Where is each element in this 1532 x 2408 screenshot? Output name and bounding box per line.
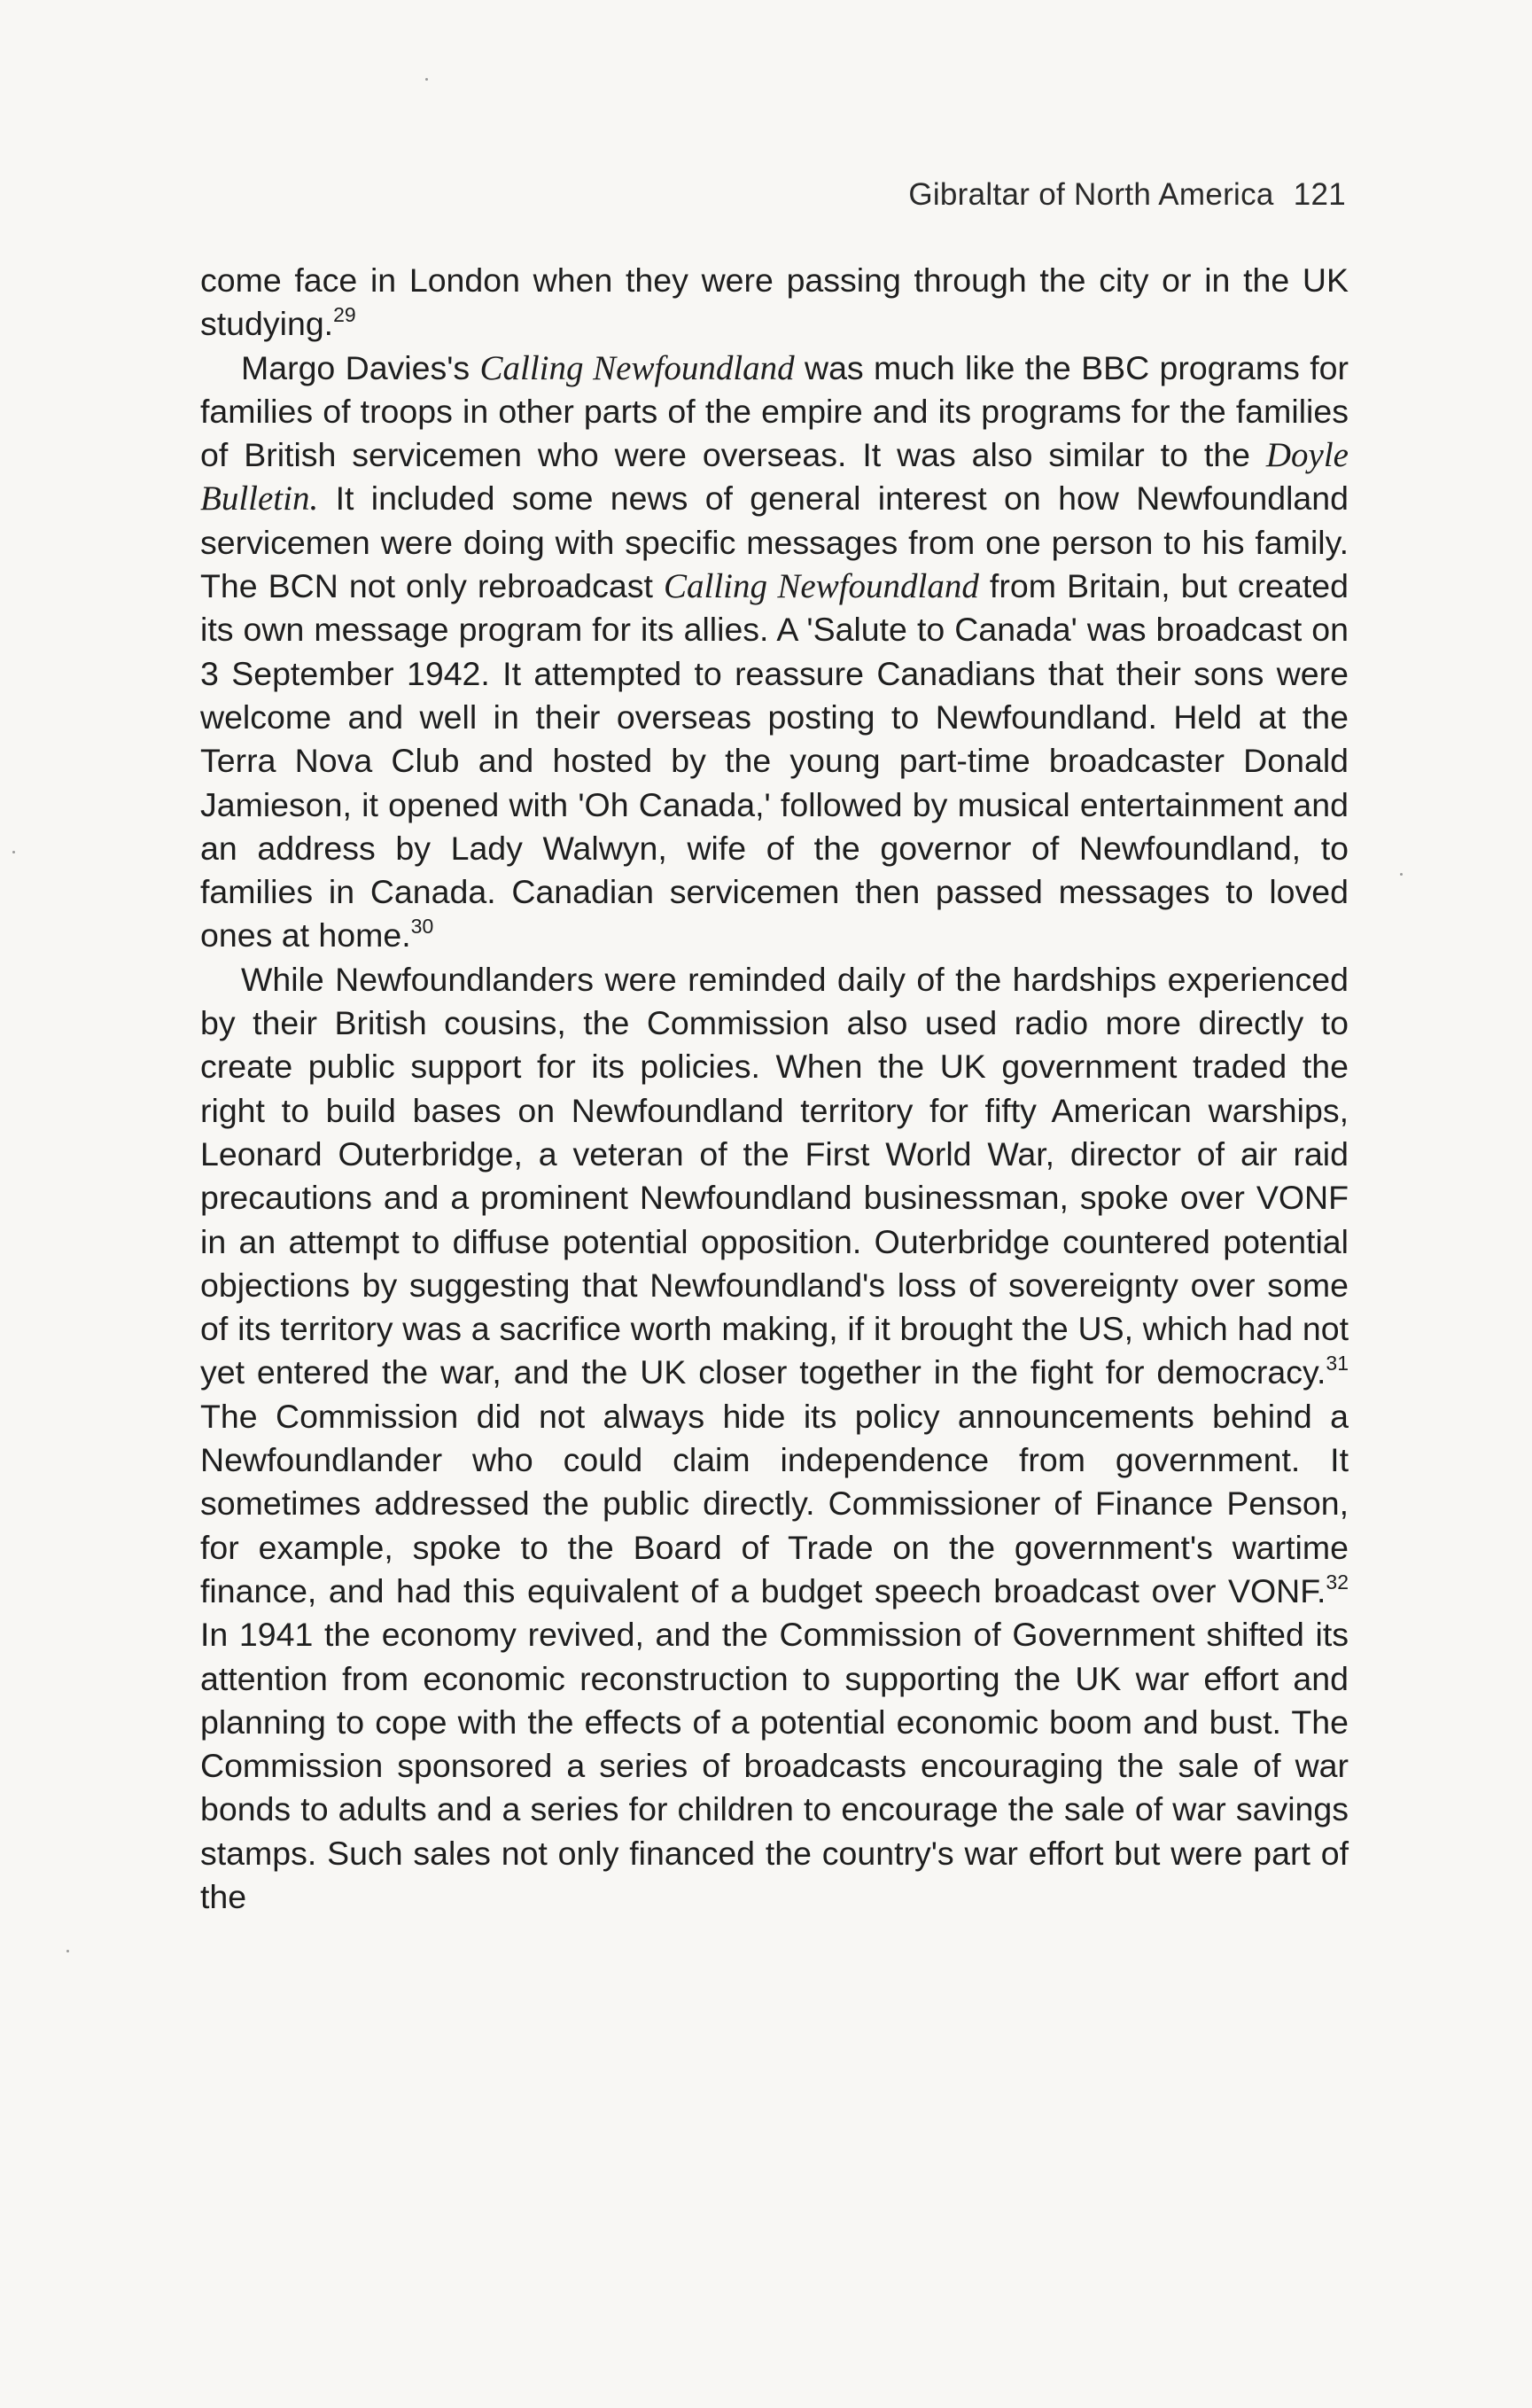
scan-speck xyxy=(425,78,428,81)
paragraph-2-text-2: was much like the BBC programs for families of troops in other parts of the empire and its programs for the families of British servicemen who were overseas. It was also similar to the xyxy=(200,348,1349,474)
paragraph-3-text-3: In 1941 the economy revived, and the Commission of Government shifted its attention from economic reconstruction to supporting the UK war effort and planning to cope with the effects of a potential economic boom and bust. The Commission sponsored a series of broadcasts encouraging the sale of war bonds to adults and a series for children to encourage the sale of war savings stamps. Such sales not only financed the country's war effort but were part of the xyxy=(200,1616,1349,1915)
paragraph-2-text-4: from Britain, but created its own message program for its allies. A 'Salute to Canada' was broadcast on 3 September 1942. It attempted to reassure Canadians that their sons were welcome and well in their overseas posting to Newfoundland. Held at the Terra Nova Club and hosted by the young part-time broadcaster Donald Jamieson, it opened with 'Oh Canada,' followed by musical entertainment and an address by Lady Walwyn, wife of the governor of Newfoundland, to families in Canada. Canadian servicemen then passed messages to loved ones at home. xyxy=(200,567,1349,955)
running-head xyxy=(908,177,1346,213)
paragraph-2-text-1: Margo Davies's xyxy=(241,348,480,386)
paragraph-3 xyxy=(200,958,1349,1920)
page-number: 121 xyxy=(1293,177,1346,212)
body-text xyxy=(200,259,1349,1919)
paragraph-2 xyxy=(200,347,1349,958)
paragraph-2-text-3: It included some news of general interest on how Newfoundland servicemen were doing with specific messages from one person to his family. The BCN not only rebroadcast xyxy=(200,479,1349,605)
scan-speck xyxy=(12,851,15,853)
running-head-title: Gibraltar of North America xyxy=(908,177,1274,212)
scan-speck xyxy=(1400,873,1403,876)
paragraph-1 xyxy=(200,259,1349,347)
paragraph-3-text-2: The Commission did not always hide its policy announcements behind a Newfoundlander who could claim independence from government. It sometimes addressed the public directly. Commissioner of Finance Penson, for example, spoke to the Board of Trade on the government's wartime finance, and had this equivalent of a budget speech broadcast over VONF. xyxy=(200,1397,1349,1609)
paragraph-3-text-1: While Newfoundlanders were reminded daily of the hardships experienced by their British cousins, the Commission also used radio more directly to create public support for its policies. When the UK government traded the right to build bases on Newfoundland territory for fifty American warships, Leonard Outerbridge, a veteran of the First World War, director of air raid precautions and a prominent Newfoundland businessman, spoke over VONF in an attempt to diffuse potential opposition. Outerbridge countered potential objections by suggesting that Newfoundland's loss of sovereignty over some of its territory was a sacrifice worth making, if it brought the US, which had not yet entered the war, and the UK closer together in the fight for democracy. xyxy=(200,960,1349,1391)
scan-speck xyxy=(66,1950,69,1952)
footnote-ref-32: 32 xyxy=(1326,1570,1349,1594)
title-doyle-bulletin: Doyle Bulletin. xyxy=(200,436,1349,518)
title-calling-newfoundland-2: Calling Newfoundland xyxy=(663,567,979,606)
footnote-ref-29: 29 xyxy=(333,303,356,327)
footnote-ref-31: 31 xyxy=(1326,1352,1349,1375)
footnote-ref-30: 30 xyxy=(410,915,434,939)
paragraph-1-text: come face in London when they were passing through the city or in the UK studying. xyxy=(200,261,1349,343)
title-calling-newfoundland: Calling Newfoundland xyxy=(479,348,795,387)
